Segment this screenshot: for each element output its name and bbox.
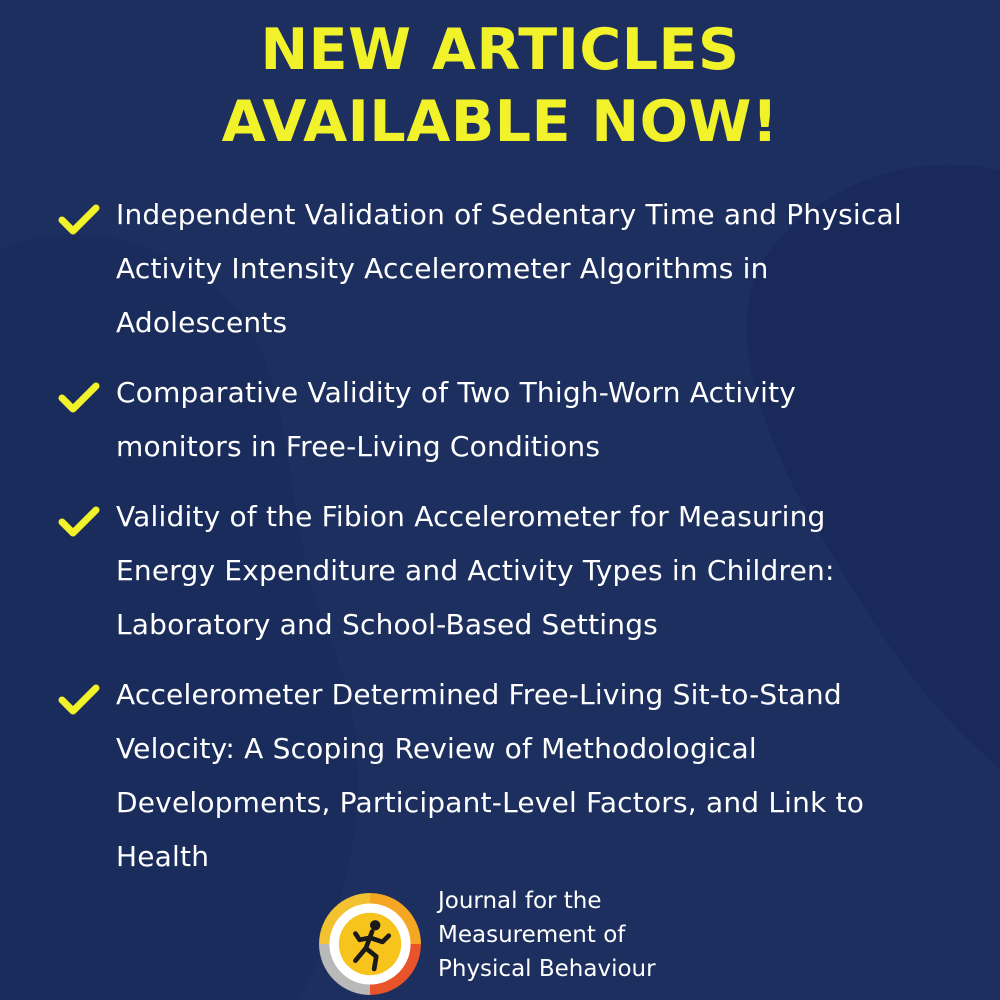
- article-list: [58, 188, 958, 900]
- article-title-line: Developments, Participant-Level Factors, and Link to: [116, 786, 865, 819]
- article-title-line: Validity of the Fibion Accelerometer for Measuring: [116, 500, 826, 533]
- article-title-line: Accelerometer Determined Free-Living Sit-to-Stand: [116, 678, 842, 711]
- runner-logo-icon[interactable]: [318, 892, 422, 996]
- article-title-line: Comparative Validity of Two Thigh-Worn Activity: [116, 376, 797, 409]
- article-title-line: Energy Expenditure and Activity Types in Children:: [116, 554, 835, 587]
- article-title-line: monitors in Free-Living Conditions: [116, 430, 601, 463]
- headline: [0, 14, 1000, 158]
- article-title: [116, 668, 958, 884]
- article-item[interactable]: [58, 188, 958, 350]
- journal-name-line: Journal for the: [438, 888, 602, 914]
- checkmark-icon: [58, 683, 100, 717]
- article-title: [116, 490, 958, 652]
- article-item[interactable]: [58, 490, 958, 652]
- article-item[interactable]: [58, 366, 958, 474]
- headline-line-2: AVAILABLE NOW!: [221, 89, 779, 155]
- article-title-line: Laboratory and School-Based Settings: [116, 608, 658, 641]
- journal-footer: [318, 884, 698, 992]
- headline-line-1: NEW ARTICLES: [260, 17, 740, 83]
- article-title-line: Adolescents: [116, 306, 288, 339]
- checkmark-icon: [58, 505, 100, 539]
- journal-name-line: Physical Behaviour: [438, 956, 656, 982]
- article-title: [116, 188, 958, 350]
- checkmark-icon: [58, 381, 100, 415]
- article-title-line: Independent Validation of Sedentary Time and Physical: [116, 198, 902, 231]
- article-item[interactable]: [58, 668, 958, 884]
- checkmark-icon: [58, 203, 100, 237]
- article-title-line: Velocity: A Scoping Review of Methodological: [116, 732, 757, 765]
- article-title-line: Activity Intensity Accelerometer Algorithms in: [116, 252, 769, 285]
- article-title-line: Health: [116, 840, 210, 873]
- journal-name-line: Measurement of: [438, 922, 626, 948]
- journal-name: [438, 884, 656, 986]
- article-title: [116, 366, 958, 474]
